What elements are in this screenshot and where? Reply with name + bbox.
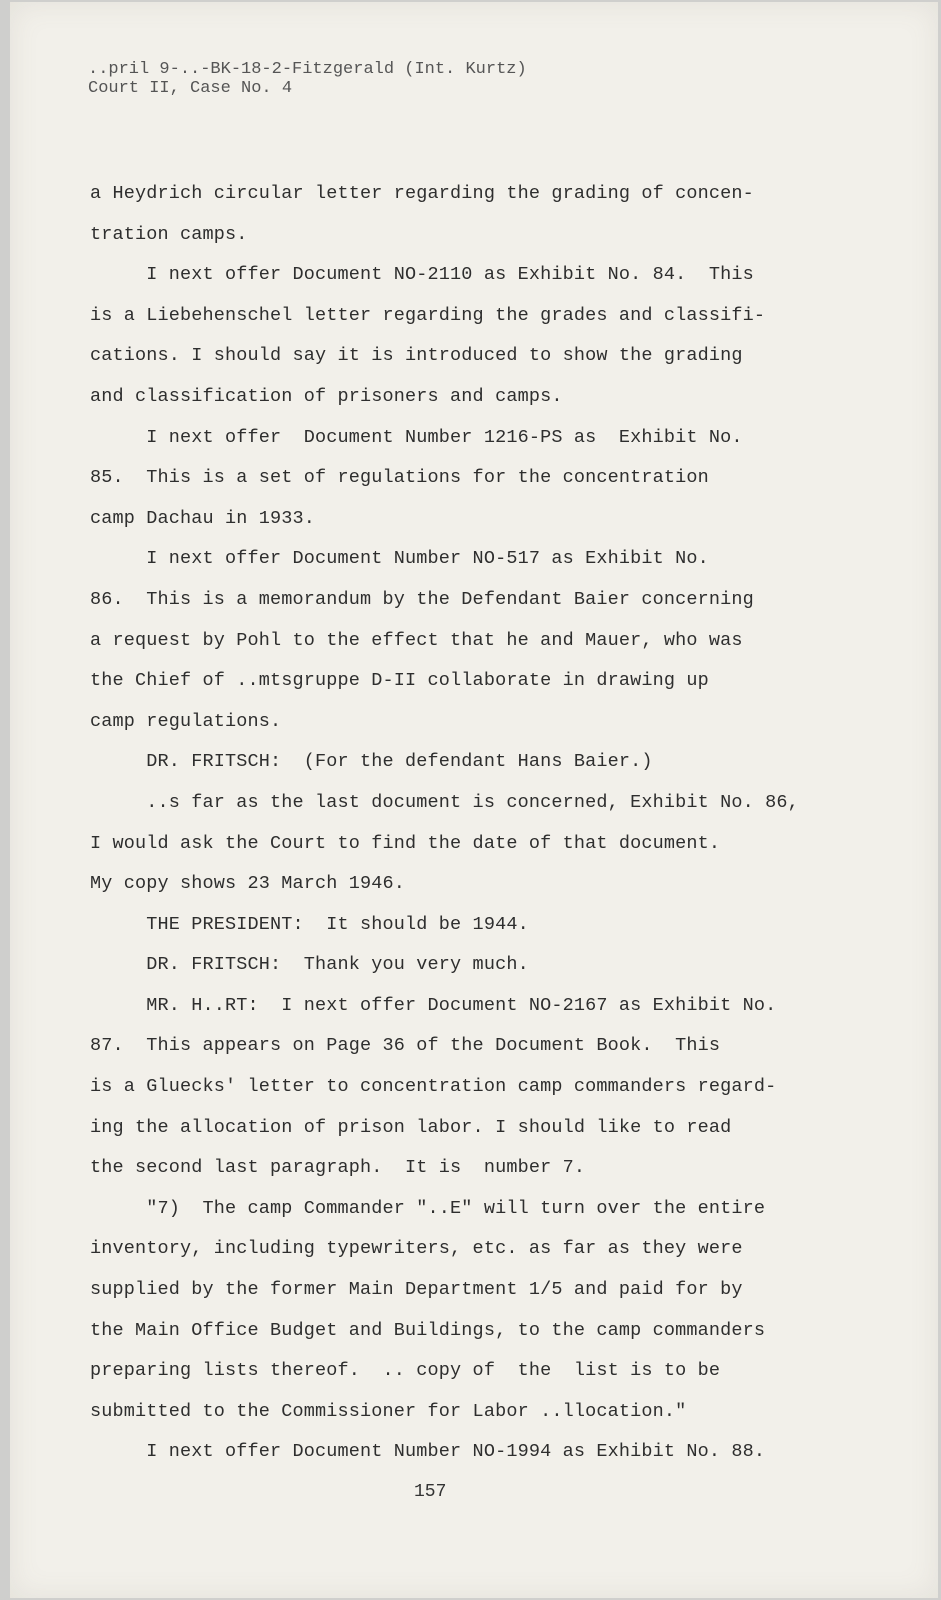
- text-line: and classification of prisoners and camps.: [90, 385, 563, 407]
- header-line-2: Court II, Case No. 4: [88, 79, 293, 98]
- text-line: DR. FRITSCH: Thank you very much.: [90, 954, 529, 976]
- text-line: I next offer Document NO-2110 as Exhibit No. 84. This: [90, 264, 754, 286]
- text-line: camp regulations.: [90, 710, 282, 732]
- text-line: ing the allocation of prison labor. I should like to read: [90, 1116, 732, 1138]
- text-line: camp Dachau in 1933.: [90, 507, 316, 529]
- page-number: 157: [414, 1482, 447, 1502]
- text-line: ..s far as the last document is concerned, Exhibit No. 86,: [90, 791, 799, 813]
- text-line: inventory, including typewriters, etc. as far as they were: [90, 1238, 743, 1260]
- text-line: 85. This is a set of regulations for the concentration: [90, 467, 709, 489]
- text-line: tration camps.: [90, 223, 248, 245]
- text-line: is a Gluecks' letter to concentration camp commanders regard-: [90, 1076, 777, 1098]
- text-line: preparing lists thereof. .. copy of the list is to be: [90, 1360, 721, 1382]
- text-line: 86. This is a memorandum by the Defendant Baier concerning: [90, 588, 754, 610]
- document-page: [10, 2, 938, 1598]
- text-line: supplied by the former Main Department 1/5 and paid for by: [90, 1279, 743, 1301]
- text-line: I would ask the Court to find the date of that document.: [90, 832, 721, 854]
- text-line: is a Liebehenschel letter regarding the grades and classifi-: [90, 304, 766, 326]
- header-line-1: ..pril 9-..-BK-18-2-Fitzgerald (Int. Kurtz): [88, 60, 527, 79]
- text-line: I next offer Document Number 1216-PS as Exhibit No.: [90, 426, 743, 448]
- text-line: a Heydrich circular letter regarding the grading of concen-: [90, 183, 754, 204]
- document-body: [90, 174, 850, 1473]
- text-line: MR. H..RT: I next offer Document NO-2167 as Exhibit No.: [90, 994, 777, 1016]
- text-line: submitted to the Commissioner for Labor ..llocation.": [90, 1400, 687, 1422]
- text-line: the Main Office Budget and Buildings, to the camp commanders: [90, 1319, 766, 1341]
- text-line: My copy shows 23 March 1946.: [90, 873, 406, 895]
- document-header: [88, 60, 527, 98]
- text-line: DR. FRITSCH: (For the defendant Hans Baier.): [90, 751, 653, 773]
- text-line: 87. This appears on Page 36 of the Document Book. This: [90, 1035, 721, 1057]
- text-line: the Chief of ..mtsgruppe D-II collaborate in drawing up: [90, 670, 709, 692]
- text-line: "7) The camp Commander "..E" will turn over the entire: [90, 1197, 766, 1219]
- text-line: a request by Pohl to the effect that he and Mauer, who was: [90, 629, 743, 651]
- text-line: I next offer Document Number NO-1994 as Exhibit No. 88.: [90, 1441, 766, 1463]
- text-line: I next offer Document Number NO-517 as Exhibit No.: [90, 548, 709, 570]
- text-line: THE PRESIDENT: It should be 1944.: [90, 913, 529, 935]
- text-line: the second last paragraph. It is number 7.: [90, 1157, 586, 1179]
- text-line: cations. I should say it is introduced to show the grading: [90, 345, 743, 367]
